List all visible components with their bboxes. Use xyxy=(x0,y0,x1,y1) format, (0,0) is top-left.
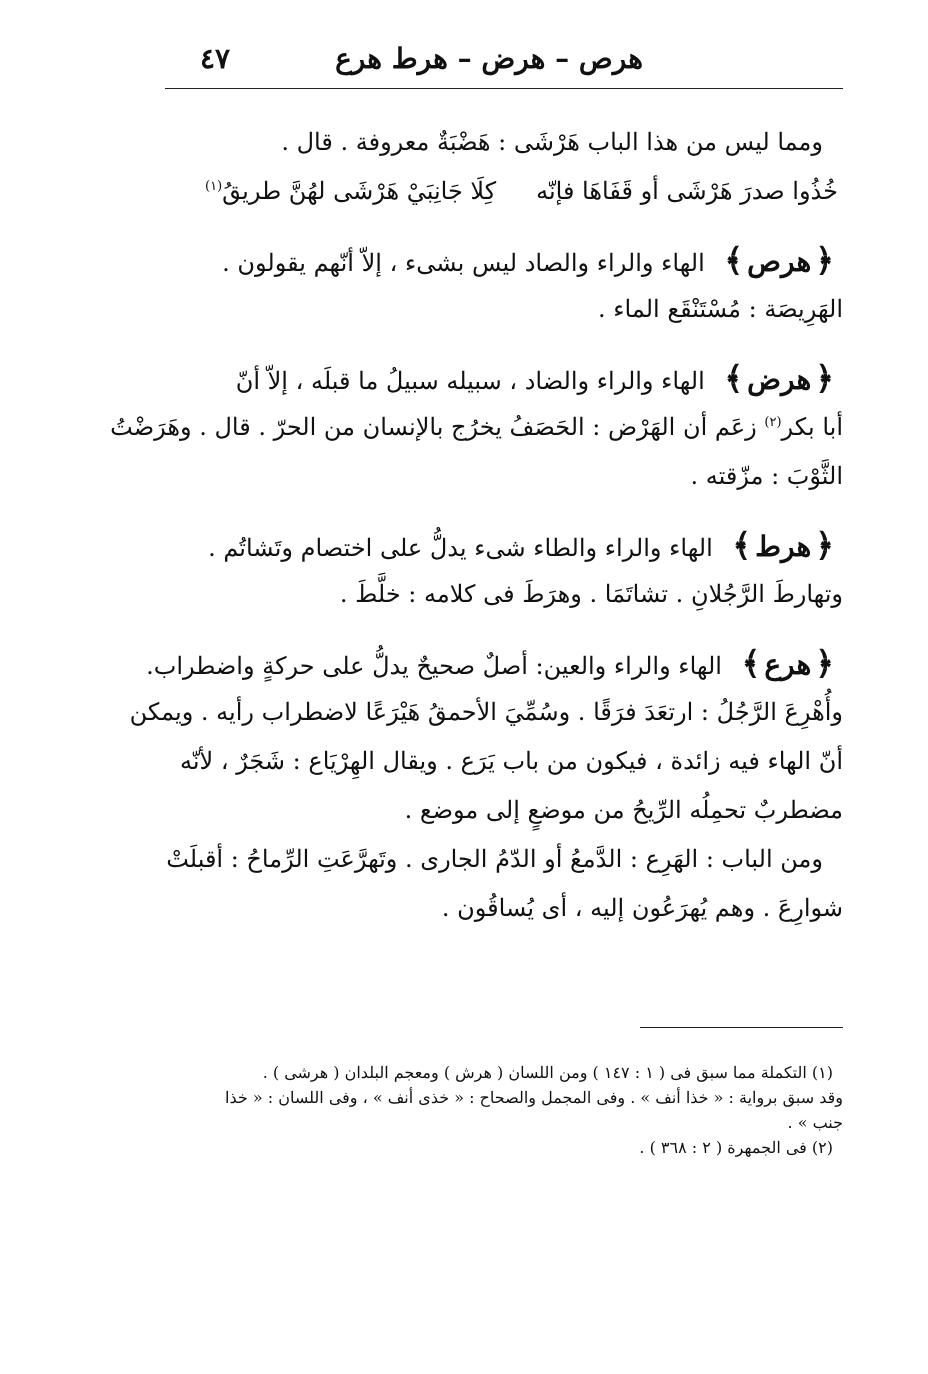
verse-second-text: كِلَا جَانِبَيْ هَرْشَى لهُنَّ طريقُ xyxy=(222,177,497,205)
entry-hara-line-1 xyxy=(146,639,843,688)
spacer xyxy=(165,619,843,639)
header-title: هرص – هرض – هرط هرع xyxy=(335,42,643,75)
root-heading-harat: ﴿ هرط ﴾ xyxy=(728,521,838,571)
entry-harat-line-2: وتهارطَ الرَّجُلانِ . تشاتَمَا . وهرَطَ فى كلامه : خلَّطَ . xyxy=(339,580,843,608)
spacer xyxy=(165,334,843,354)
page-number: ٤٧ xyxy=(200,42,231,75)
spacer xyxy=(165,501,843,521)
entry-haras-line-2: الهَرِيصَة : مُسْتَنْقَع الماء . xyxy=(598,295,843,323)
root-heading-hara: ﴿ هرع ﴾ xyxy=(738,639,838,689)
entry-harad-text-2a: أبا بكر xyxy=(781,413,843,441)
spacer xyxy=(165,216,843,236)
entry-hara-text-1: الهاء والراء والعين: أصلٌ صحيحٌ يدلُّ على حركةٍ واضطراب. xyxy=(146,652,722,680)
footnotes xyxy=(165,1060,843,1160)
entry-harad-line-2 xyxy=(110,403,843,452)
footnote-1-line-1: (١) التكملة مما سبق فى ( ١ : ١٤٧ ) ومن اللسان ( هرش ) ومعجم البلدان ( هرشى ) . xyxy=(262,1063,833,1082)
entry-haras-line-1 xyxy=(165,236,843,285)
footnote-2: (٢) فى الجمهرة ( ٢ : ٣٦٨ ) . xyxy=(639,1138,833,1157)
entry-hara-line-4: مضطربٌ تحمِلُه الرِّيحُ من موضعٍ إلى موضع . xyxy=(404,796,843,824)
root-heading-harad: ﴿ هرض ﴾ xyxy=(720,354,838,404)
entry-harad-line-1 xyxy=(165,354,843,403)
verse-first-hemistich: خُذُوا صدرَ هَرْشَى أو قَفَاهَا فإنّه xyxy=(536,177,838,205)
intro-line-1: ومما ليس من هذا الباب هَرْشَى : هَضْبَةٌ معروفة . قال . xyxy=(281,128,823,156)
verse-second-hemistich xyxy=(205,167,496,216)
entry-harad-text-2b: زعَم أن الهَرْض : الحَصَفُ يخرُج بالإنسان من الحرّ . قال . وهَرَضْتُ xyxy=(110,413,757,441)
footnote-ref-1: (١) xyxy=(205,179,223,194)
entry-hara-line-6: شوارِعَ . وهم يُهرَعُون إليه ، أى يُساقُون . xyxy=(441,894,843,922)
entry-hara-line-5: ومن الباب : الهَرِع : الدَّمعُ أو الدّمُ الجارى . وتَهرَّعَتِ الرِّماحُ : أقبلَتْ xyxy=(166,845,823,873)
page-body xyxy=(110,118,843,933)
footnote-ref-2: (٢) xyxy=(764,415,782,430)
footnote-1-line-2: وقد سبق برواية : « خذا أنف » . وفى المجمل والصحاح : « خذى أنف » ، وفى اللسان : « خذا xyxy=(225,1088,843,1107)
root-heading-haras: ﴿ هرص ﴾ xyxy=(720,236,838,286)
entry-harad-text-1: الهاء والراء والضاد ، سبيله سبيلُ ما قبلَه ، إلاّ أنّ xyxy=(235,367,705,395)
footnote-divider xyxy=(640,1027,843,1028)
entry-harat-text-1: الهاء والراء والطاء شىء يدلُّ على اختصام وتَشاتُم . xyxy=(208,534,713,562)
footnote-1-line-3: جنب » . xyxy=(787,1113,843,1132)
page-header xyxy=(165,30,843,89)
entry-hara-line-3: أنّ الهاء فيه زائدة ، فيكون من باب يَرَع . ويقال الهِرْيَاع : شَجَرٌ ، لأنّه xyxy=(179,747,843,775)
verse-line xyxy=(165,167,843,216)
entry-hara-line-2: وأُهْرِعَ الرَّجُلُ : ارتعَدَ فرَقًا . وسُمِّيَ الأحمقُ هَيْرَعًا لاضطراب رأيه . ويمكن xyxy=(129,698,843,726)
entry-harad-line-3: الثَّوْبَ : مزّقته . xyxy=(690,462,843,490)
entry-harat-line-1 xyxy=(165,521,843,570)
entry-haras-text-1: الهاء والراء والصاد ليس بشىء ، إلاّ أنّهم يقولون . xyxy=(222,249,705,277)
